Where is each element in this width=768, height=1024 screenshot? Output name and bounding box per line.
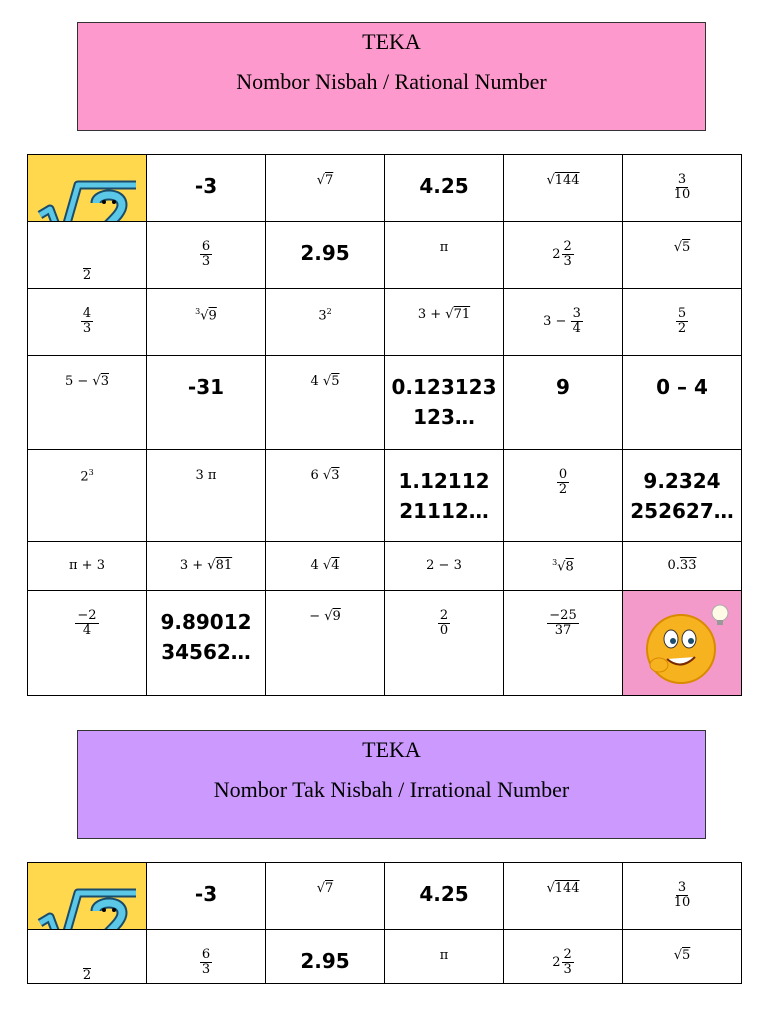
prefix: 4 xyxy=(310,374,323,389)
prefix: 0. xyxy=(667,558,680,573)
numerator: 2 xyxy=(563,239,572,254)
cell-value: -31 xyxy=(187,375,225,399)
cell-value: 2 − 3 xyxy=(426,558,462,573)
denominator: 2 xyxy=(558,482,568,497)
numerator: 3 xyxy=(572,306,581,321)
irrational-title-box xyxy=(77,730,706,839)
denominator: 37 xyxy=(554,623,572,638)
irrational-title: TEKA xyxy=(362,737,421,762)
denominator: 2 xyxy=(82,968,92,983)
numerator: −25 xyxy=(549,608,577,623)
numerator: 4 xyxy=(82,306,92,321)
smiley-cell xyxy=(623,591,742,696)
radicand: 5 xyxy=(682,948,691,963)
radicand: 9 xyxy=(208,308,217,324)
radicand: 5 xyxy=(682,240,691,255)
irrational-subtitle: Nombor Tak Nisbah / Irrational Number xyxy=(213,777,570,802)
logo-cell xyxy=(28,155,147,222)
denominator: 4 xyxy=(572,321,581,336)
rational-title: TEKA xyxy=(362,29,421,54)
prefix: 6 xyxy=(310,468,323,483)
prefix: 5 − xyxy=(64,374,93,389)
rational-subtitle: Nombor Nisbah / Rational Number xyxy=(236,69,547,94)
radicand: 7 xyxy=(325,173,334,188)
radicand: 71 xyxy=(453,307,471,322)
cell-value: π + 3 xyxy=(69,558,105,573)
cell-value: π xyxy=(439,948,449,963)
logo-cell xyxy=(28,863,147,930)
cell-value: 3 π xyxy=(195,468,217,483)
radicand: 81 xyxy=(215,558,233,573)
denominator: 3 xyxy=(82,321,92,336)
prefix: 3 + xyxy=(417,307,446,322)
cell-value: 0 – 4 xyxy=(656,375,708,399)
cell-value: 4.25 xyxy=(419,174,469,198)
radicand: 9 xyxy=(332,609,341,624)
decimal-line-2: 21112… xyxy=(399,499,489,523)
decimal-line-1: 9.2324 xyxy=(643,469,721,493)
root-index: 3 xyxy=(552,558,558,567)
root-index: 3 xyxy=(195,307,201,316)
denominator: 3 xyxy=(563,254,572,269)
radicand: 8 xyxy=(565,559,574,575)
prefix: 3 + xyxy=(179,558,208,573)
repeating-digits: 33 xyxy=(679,558,697,573)
decimal-line-2: 123… xyxy=(413,405,475,429)
denominator: 3 xyxy=(563,962,572,977)
square-root-mascot-icon xyxy=(34,169,140,222)
rational-grid: -3 √7 4.25 √144 $\frac{3}{10}$ 2 $\frac{6}{3}$ 2.95 π 2 $\frac{2}{3}$ √5 $\frac{4}{3}$ $^3$√9 $3^2$ 3 + √71 3 − $\frac{3}{4}$ $\frac{5}{2}$ 5 − √3 -31 4 √5 0.123123 123… 9 0 – 4 $2^3$ 3 π 6 √3 1.12112 21112… $\frac{0}{2}$ 9.2324 252627… π + 3 3 + √81 4 √4 2 − 3 $^3$√8 0.33 $\frac{-2}{4}$ 9.89012 34562… − √9 $\frac{2}{0}$ $\frac{-25}{37}$ xyxy=(27,154,742,696)
decimal-line-2: 34562… xyxy=(161,640,251,664)
cell-value: 9 xyxy=(556,375,570,399)
irrational-grid: -3 √7 4.25 √144 $\frac{3}{10}$ 2 $\frac{6}{3}$ 2.95 π 2 $\frac{2}{3}$ √5 xyxy=(27,862,742,984)
radicand: 144 xyxy=(554,881,580,896)
numerator: 2 xyxy=(563,947,572,962)
prefix: 4 xyxy=(310,558,323,573)
radicand: 3 xyxy=(100,374,109,389)
cell-value: 4.25 xyxy=(419,882,469,906)
prefix: − xyxy=(309,609,325,624)
cell-value: 2.95 xyxy=(300,241,350,265)
denominator: 4 xyxy=(82,623,92,638)
cell-value: 2.95 xyxy=(300,949,350,973)
decimal-line-1: 9.89012 xyxy=(160,610,252,634)
denominator: 10 xyxy=(673,187,691,202)
denominator: 0 xyxy=(439,623,449,638)
numerator: 6 xyxy=(201,239,211,254)
whole-part: 2 xyxy=(552,955,561,970)
cell-value: π xyxy=(439,240,449,255)
denominator: 10 xyxy=(673,895,691,910)
numerator: 3 xyxy=(677,172,687,187)
denominator: 2 xyxy=(82,268,92,283)
denominator: 2 xyxy=(677,321,687,336)
exponent: 3 xyxy=(88,468,94,477)
radicand: 144 xyxy=(554,173,580,188)
rational-title-box xyxy=(77,22,706,131)
denominator: 3 xyxy=(201,254,211,269)
numerator: 6 xyxy=(201,947,211,962)
base: 3 xyxy=(318,308,327,324)
exponent: 2 xyxy=(326,307,332,316)
radicand: 5 xyxy=(331,374,340,389)
denominator: 3 xyxy=(201,962,211,977)
numerator: 2 xyxy=(439,608,449,623)
thinking-smiley-icon xyxy=(635,599,735,689)
numerator: 5 xyxy=(677,306,687,321)
numerator: −2 xyxy=(77,608,97,623)
base: 2 xyxy=(80,469,89,485)
prefix: 3 − xyxy=(543,314,571,329)
decimal-line-1: 0.123123 xyxy=(391,375,497,399)
radicand: 7 xyxy=(325,881,334,896)
radicand: 4 xyxy=(331,558,340,573)
numerator: 0 xyxy=(558,467,568,482)
radicand: 3 xyxy=(331,468,340,483)
square-root-mascot-icon xyxy=(34,877,140,930)
numerator: 3 xyxy=(677,880,687,895)
decimal-line-2: 252627… xyxy=(630,499,734,523)
decimal-line-1: 1.12112 xyxy=(398,469,490,493)
cell-value: -3 xyxy=(194,882,218,906)
whole-part: 2 xyxy=(552,247,561,262)
cell-value: -3 xyxy=(194,174,218,198)
